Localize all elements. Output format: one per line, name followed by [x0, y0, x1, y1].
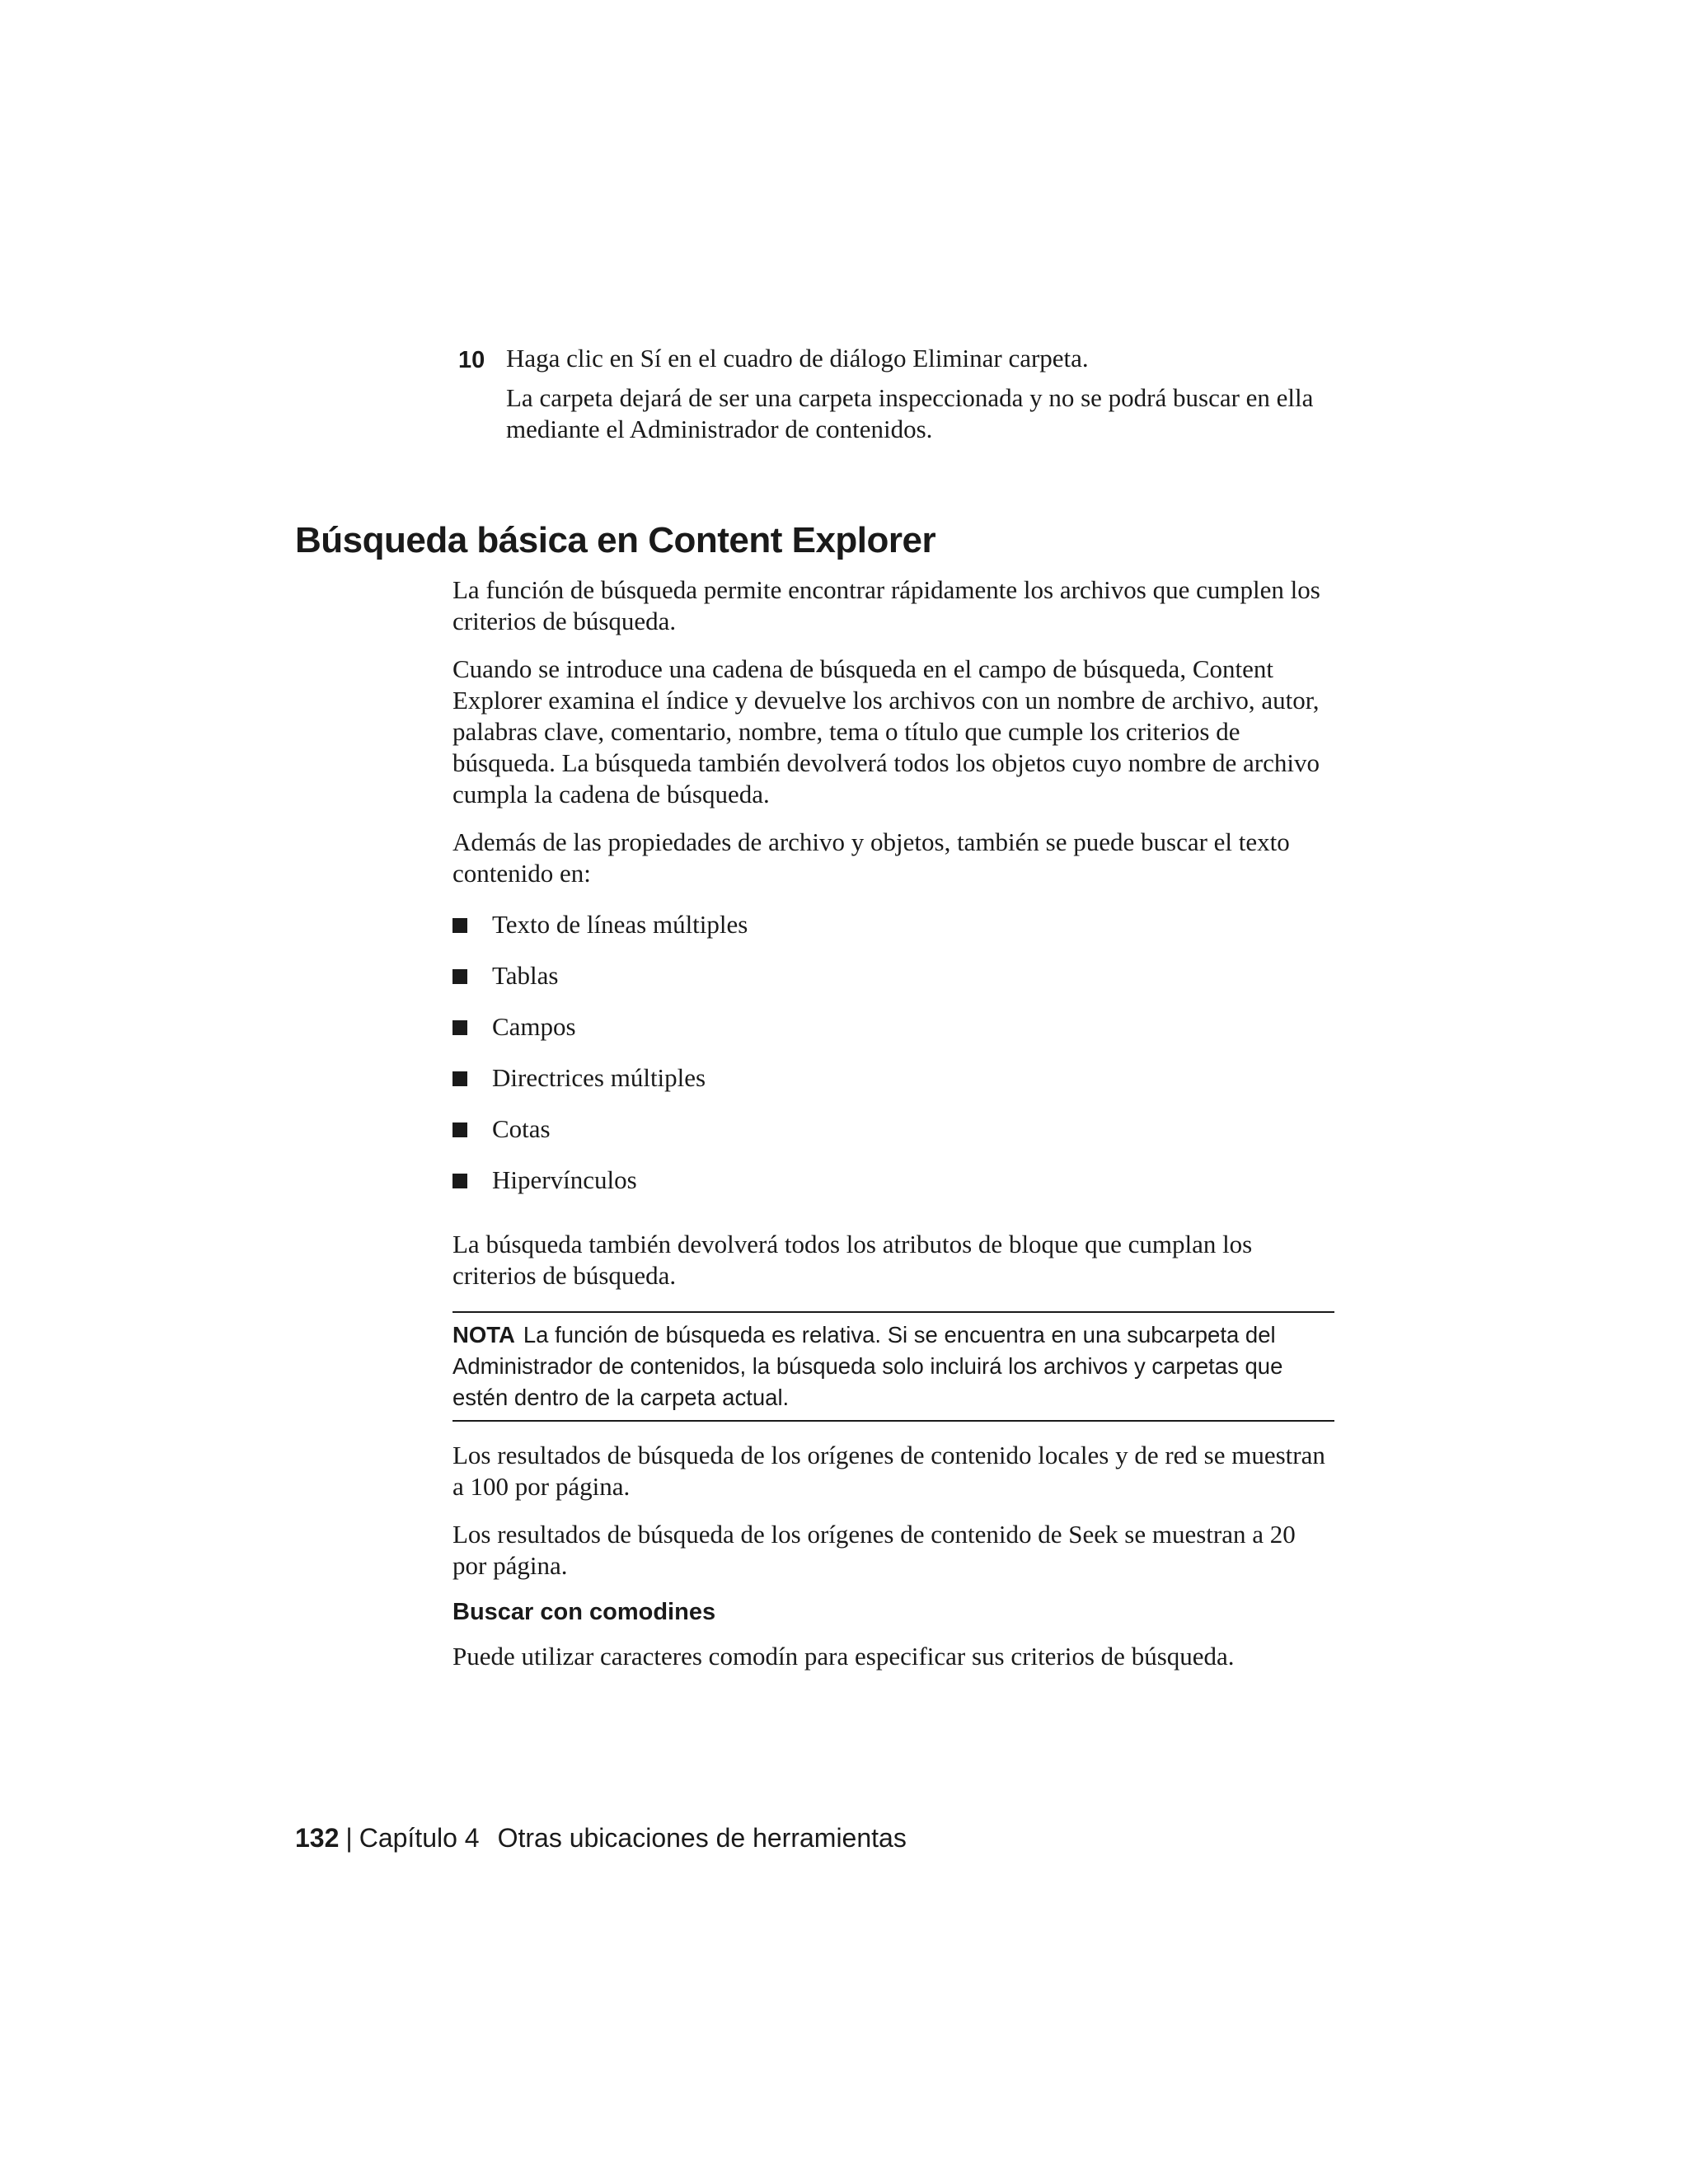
section-title: Búsqueda básica en Content Explorer	[295, 520, 936, 560]
paragraph-results-local: Los resultados de búsqueda de los orígenes de contenido locales y de red se muestran a 100 por página.	[452, 1441, 1325, 1501]
paragraph-text-content: Además de las propiedades de archivo y objetos, también se puede buscar el texto contenido en:	[452, 827, 1290, 888]
bullet-square-icon	[452, 1071, 467, 1086]
chapter-title: Otras ubicaciones de herramientas	[497, 1823, 907, 1853]
step-instruction: Haga clic en Sí en el cuadro de diálogo Eliminar carpeta.	[506, 344, 1089, 373]
subsection-title: Buscar con comodines	[452, 1599, 716, 1625]
chapter-label: Capítulo 4	[359, 1823, 480, 1853]
list-item	[452, 1165, 1334, 1196]
paragraph-results-seek: Los resultados de búsqueda de los orígenes de contenido de Seek se muestran a 20 por página.	[452, 1520, 1296, 1580]
bullet-square-icon	[452, 1174, 467, 1188]
paragraph-wildcards: Puede utilizar caracteres comodín para especificar sus criterios de búsqueda.	[452, 1642, 1235, 1671]
note-box	[452, 1311, 1334, 1422]
list-item-label: Directrices múltiples	[492, 1063, 706, 1092]
page-footer	[295, 1821, 907, 1855]
bullet-square-icon	[452, 1122, 467, 1137]
list-item	[452, 1062, 1334, 1094]
list-item	[452, 1113, 1334, 1145]
list-item	[452, 1011, 1334, 1043]
paragraph-intro: La función de búsqueda permite encontrar rápidamente los archivos que cumplen los criterios de búsqueda.	[452, 575, 1320, 635]
bullet-square-icon	[452, 1020, 467, 1035]
paragraph-search-description: Cuando se introduce una cadena de búsqueda en el campo de búsqueda, Content Explorer examina el índice y devuelve los archivos con un nombre de archivo, autor, palabras clave, comentario, nombre, tema o título que cumple los criterios de búsqueda. La búsqueda también devolverá todos los objetos cuyo nombre de archivo cumpla la cadena de búsqueda.	[452, 654, 1320, 808]
list-item	[452, 909, 1334, 940]
list-item-label: Cotas	[492, 1114, 551, 1143]
list-item-label: Hipervínculos	[492, 1165, 637, 1194]
searchable-objects-list	[452, 909, 1334, 1196]
page-number: 132	[295, 1823, 340, 1853]
main-content	[452, 574, 1334, 1689]
list-item	[452, 960, 1334, 991]
step-result: La carpeta dejará de ser una carpeta inspeccionada y no se podrá buscar en ella mediante el Administrador de contenidos.	[506, 383, 1314, 443]
paragraph-block-attributes: La búsqueda también devolverá todos los atributos de bloque que cumplan los criterios de búsqueda.	[452, 1230, 1253, 1290]
footer-separator: |	[345, 1823, 353, 1853]
list-item-label: Texto de líneas múltiples	[492, 910, 748, 939]
list-item-label: Tablas	[492, 961, 559, 990]
note-label: NOTA	[452, 1322, 515, 1347]
list-item-label: Campos	[492, 1012, 576, 1041]
bullet-square-icon	[452, 918, 467, 933]
step-number: 10	[458, 347, 485, 373]
bullet-square-icon	[452, 969, 467, 984]
note-text: La función de búsqueda es relativa. Si se encuentra en una subcarpeta del Administrador de contenidos, la búsqueda solo incluirá los archivos y carpetas que estén dentro de la carpeta actual.	[452, 1322, 1283, 1410]
step-body	[506, 343, 1332, 453]
